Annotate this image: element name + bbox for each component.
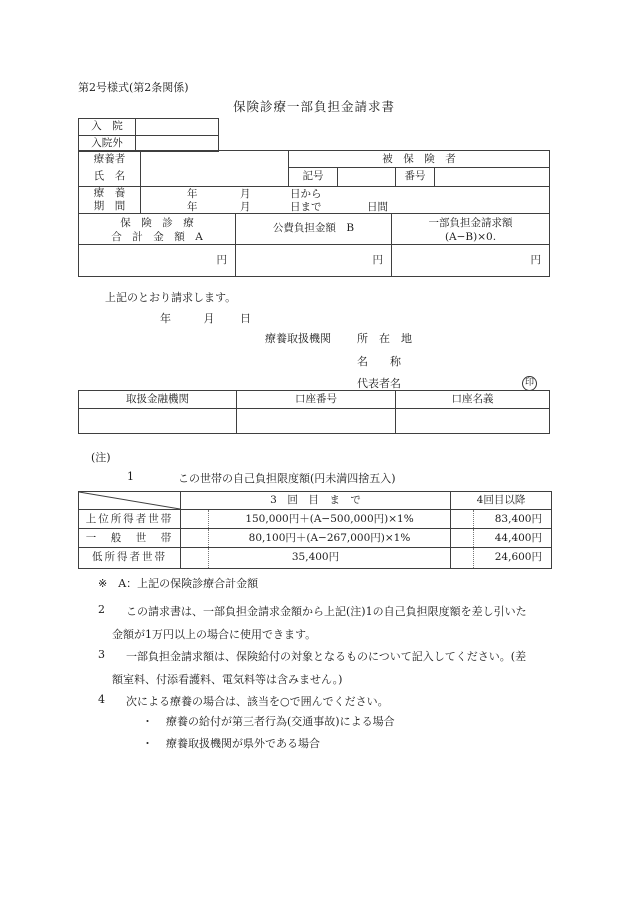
table-row [79, 119, 218, 135]
bullet-icon: ・ [142, 737, 153, 750]
table-row [79, 214, 549, 245]
request-date [160, 310, 251, 326]
dotted-divider [208, 529, 209, 547]
note-3-text: 一部負担金請求額は、保険給付の対象となるものについて記入してください。(差 [126, 650, 527, 663]
insurance-total-field: 円 [79, 245, 236, 276]
note-a: ※ A：上記の保険診療合計金額 [98, 577, 259, 590]
table-row [79, 510, 551, 529]
symbol-label: 記号 [289, 168, 338, 186]
note-2-text: この請求書は、一部負担金請求金額から上記(注)1の自己負担限度額を差し引いた [126, 605, 527, 618]
outpatient-label: 入院外 [79, 136, 136, 151]
seal-icon: 印 [522, 376, 537, 391]
copayment-claim-header: 一部負担金請求額 (A−B)×0. [428, 217, 513, 243]
agency-representative-label: 代表者名 [357, 377, 401, 390]
table-row [79, 187, 549, 214]
month-label: 月 [240, 201, 251, 213]
table-row [79, 492, 551, 510]
public-expense-header: 公費負担金額 B [236, 214, 392, 244]
request-statement: 上記のとおり請求します。 [105, 291, 237, 304]
note-4-number: 4 [98, 693, 105, 706]
claim-table [78, 150, 550, 277]
table-row [79, 135, 218, 151]
dotted-divider [473, 510, 474, 528]
table-row [79, 548, 551, 568]
account-holder-field [396, 409, 549, 433]
outpatient-field [136, 136, 218, 151]
insured-section [289, 151, 549, 186]
admission-table [78, 118, 219, 152]
low-income-from4-value: 24,600円 [451, 548, 551, 568]
general-household-upto3-value: 80,100円＋(A−267,000円)×1% [181, 529, 451, 547]
bank-institution-field [79, 409, 237, 433]
notes-label: (注) [91, 451, 111, 464]
insured-header: 被 保 険 者 [289, 151, 549, 168]
diagonal-header-cell [79, 492, 181, 509]
list-item [142, 713, 395, 729]
note-3-line-1 [98, 648, 526, 664]
note-3-line-2: 額室料、付添看護料、電気料等は含みません。) [112, 673, 343, 686]
general-household-label: 一 般 世 帯 [79, 529, 181, 547]
upper-income-upto3-value: 150,000円＋(A−500,000円)×1% [181, 510, 451, 528]
agency-name-label: 名 称 [357, 354, 401, 368]
month-label: 月 [240, 188, 251, 200]
bullet-icon: ・ [142, 715, 153, 728]
upper-income-from4-value: 83,400円 [451, 510, 551, 528]
table-row [79, 409, 549, 433]
bullet-1-text: 療養の給付が第三者行為(交通事故)による場合 [166, 715, 395, 728]
treatment-period-label: 療 養 期 間 [79, 187, 141, 213]
table-row [79, 151, 549, 187]
table-row [79, 529, 551, 548]
page-title: 保険診療一部負担金請求書 [232, 99, 395, 114]
bank-table [78, 390, 550, 434]
dotted-divider [208, 548, 209, 568]
year-label: 年 [187, 188, 198, 200]
date-year-label: 年 [160, 312, 171, 325]
fourth-time-onward-header: 4回目以降 [476, 494, 526, 506]
symbol-field [338, 168, 396, 186]
note-1-number: 1 [127, 470, 134, 483]
dotted-divider [473, 529, 474, 547]
low-income-label: 低所得者世帯 [79, 548, 181, 568]
number-field [435, 168, 549, 186]
date-month-label: 月 [203, 312, 215, 325]
account-holder-header: 口座名義 [451, 393, 494, 405]
agency-label: 療養取扱機関 [265, 332, 331, 345]
table-row [79, 391, 549, 409]
low-income-upto3-value: 35,400円 [181, 548, 451, 568]
year-label: 年 [187, 201, 198, 213]
limit-table [78, 491, 552, 569]
note-1-text: この世帯の自己負担限度額(円未満四捨五入) [178, 472, 396, 485]
diagonal-line [79, 492, 180, 509]
upto-third-time-header: 3 回 目 ま で [181, 492, 451, 509]
bank-institution-header: 取扱金融機関 [79, 391, 237, 408]
note-2-number: 2 [98, 603, 105, 616]
inpatient-field [136, 119, 218, 135]
agency-block [265, 330, 565, 398]
upper-income-label: 上位所得者世帯 [79, 510, 181, 528]
days-label: 日間 [367, 201, 388, 213]
insurance-total-header: 保 険 診 療 合 計 金 額 A [79, 214, 236, 244]
day-to-label: 日まで [290, 201, 322, 213]
dotted-divider [473, 548, 474, 568]
day-from-label: 日から [290, 188, 322, 200]
number-label: 番号 [396, 168, 435, 186]
bullet-2-text: 療養取扱機関が県外である場合 [166, 737, 320, 750]
list-item [142, 735, 320, 751]
table-row [79, 245, 549, 276]
note-2-line-1 [98, 603, 527, 619]
account-number-field [237, 409, 396, 433]
note-2-line-2: 金額が1万円以上の場合に使用できます。 [112, 628, 317, 641]
note-1 [127, 470, 396, 486]
date-day-label: 日 [240, 312, 251, 325]
treatment-period-field [141, 187, 549, 213]
note-3-number: 3 [98, 648, 105, 661]
patient-name-field [141, 151, 289, 186]
copayment-claim-field: 円 [530, 254, 541, 266]
form-code: 第2号様式(第2条関係) [78, 81, 189, 94]
patient-name-label: 療養者 氏 名 [79, 151, 141, 186]
note-4 [98, 693, 389, 709]
dotted-divider [208, 510, 209, 528]
note-4-text: 次による療養の場合は、該当を○で囲んでください。 [126, 695, 389, 708]
account-number-header: 口座番号 [237, 391, 396, 408]
general-household-from4-value: 44,400円 [451, 529, 551, 547]
public-expense-field: 円 [236, 245, 392, 276]
agency-address-label: 所 在 地 [357, 332, 412, 345]
inpatient-label: 入 院 [79, 119, 136, 135]
